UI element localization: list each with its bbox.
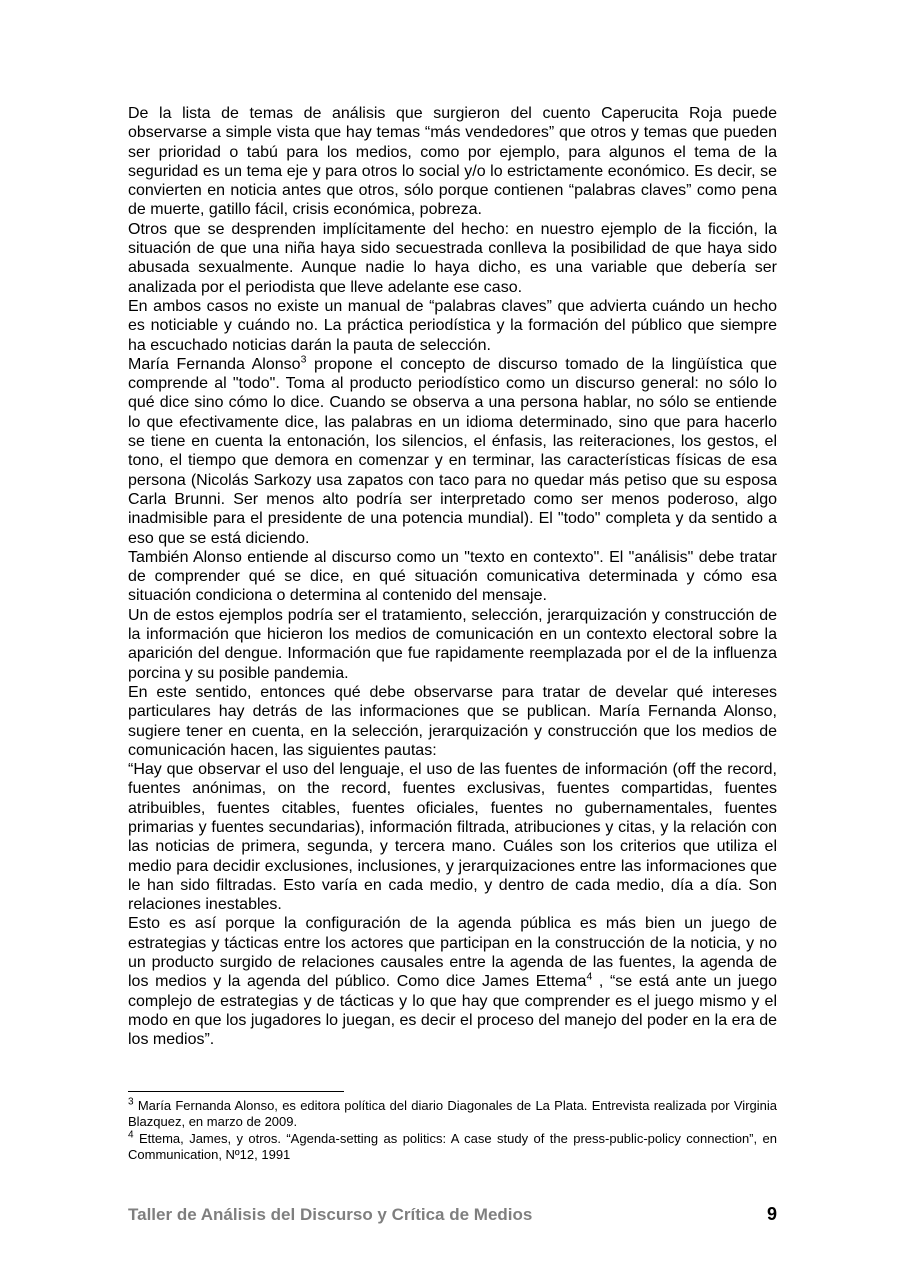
paragraph: También Alonso entiende al discurso como un "texto en contexto". El "análisis" debe tratar de comprender qué se dice, en qué situación comunicativa determinada y cómo esa situación condiciona o determina al contenido del mensaje. [128,548,777,605]
footnote-marker: 4 [128,1129,134,1141]
paragraph: “Hay que observar el uso del lenguaje, el uso de las fuentes de información (off the record, fuentes anónimas, on the record, fuentes exclusivas, fuentes compartidas, fuentes atribuibles, fuentes citables, fuentes oficiales, fuentes no gubernamentales, fuentes primarias y fuentes secundarias), información filtrada, atribuciones y citas, y la relación con las noticias de primera, segunda, y tercera mano. Cuáles son los criterios que utiliza el medio para decidir exclusiones, inclusiones, y jerarquizaciones entre las informaciones que le han sido filtradas. Esto varía en cada medio, y dentro de cada medio, día a día. Son relaciones inestables. [128,761,777,914]
footnote-section [128,1098,777,1163]
paragraph: Esto es así porque la configuración de la agenda pública es más bien un juego de estrategias y tácticas entre los actores que participan en la construcción de la noticia, y no un producto surgido de relaciones causales entre la agenda de las fuentes, la agenda de los medios y la agenda del público. Como dice James Ettema$^4$ , “se está ante un juego complejo de estrategias y de tácticas y lo que hay que comprender es el juego mismo y el modo en que los jugadores lo juegan, es decir el proceso del manejo del poder en la era de los medios”. [128,915,778,1049]
page-number: 9 [766,1204,777,1224]
paragraph: En ambos casos no existe un manual de “palabras claves” que advierta cuándo un hecho es noticiable y cuándo no. La práctica periodística y la formación del público que siempre ha escuchado noticias darán la pauta de selección. [128,297,777,354]
paragraph: Un de estos ejemplos podría ser el tratamiento, selección, jerarquización y construcción de la información que hicieron los medios de comunicación en un contexto electoral sobre la aparición del dengue. Información que fue rapidamente reemplazada por el de la influenza porcina y su posible pandemia. [128,606,777,682]
footnote-reference: 4 [586,971,593,984]
document-body [128,104,777,1050]
paragraph: María Fernanda Alonso$^3$ propone el concepto de discurso tomado de la lingüística que comprende al "todo". Toma al producto periodístico como un discurso general: no sólo lo qué dice sino cómo lo dice. Cuando se observa a una persona hablar, no sólo se entiende lo que efectivamente dice, las palabras en un idioma determinado, sino que para hacerlo se tiene en cuenta la entonación, los silencios, el énfasis, las reiteraciones, los gestos, el tono, el tiempo que demora en comenzar y en terminar, las características físicas de esa persona (Nicolás Sarkozy usa zapatos con taco para no quedar más petiso que su esposa Carla Brunni. Ser menos alto podría ser interpretado como ser menos poderoso, algo inadmisible para el presidente de una potencia mundial). El "todo" completa y da sentido a eso que se está diciendo. [128,353,777,547]
footnote: $^3$ María Fernanda Alonso, es editora política del diario Diagonales de La Plata. Entrevista realizada por Virginia Blazquez, en marzo de 2009. [128,1096,777,1130]
page-footer [128,1204,777,1225]
footnote: $^4$ Ettema, James, y otros. “Agenda-setting as politics: A case study of the press-public-policy connection”, en Communication, Nº12, 1991 [128,1129,777,1162]
footnote-marker: 3 [128,1096,134,1108]
footnote-reference: 3 [300,353,307,366]
footnote-separator [128,1091,344,1092]
paragraph: De la lista de temas de análisis que surgieron del cuento Caperucita Roja puede observarse a simple vista que hay temas “más vendedores” que otros y temas que pueden ser prioridad o tabú para los medios, como por ejemplo, para algunos el tema de la seguridad es un tema eje y para otros lo social y/o lo estrictamente económico. Es decir, se convierten en noticia antes que otros, sólo porque contienen “palabras claves” como pena de muerte, gatillo fácil, crisis económica, pobreza. [128,105,777,219]
paragraph: Otros que se desprenden implícitamente del hecho: en nuestro ejemplo de la ficción, la situación de que una niña haya sido secuestrada conlleva la posibilidad de que haya sido abusada sexualmente. Aunque nadie lo haya dicho, es una variable que debería ser analizada por el periodista que lleve adelante ese caso. [128,220,777,296]
footer-title: Taller de Análisis del Discurso y Crítica de Medios [128,1205,533,1224]
paragraph: En este sentido, entonces qué debe observarse para tratar de develar qué intereses particulares hay detrás de las informaciones que se publican. María Fernanda Alonso, sugiere tener en cuenta, en la selección, jerarquización y construcción que los medios de comunicación hacen, las siguientes pautas: [128,683,777,759]
